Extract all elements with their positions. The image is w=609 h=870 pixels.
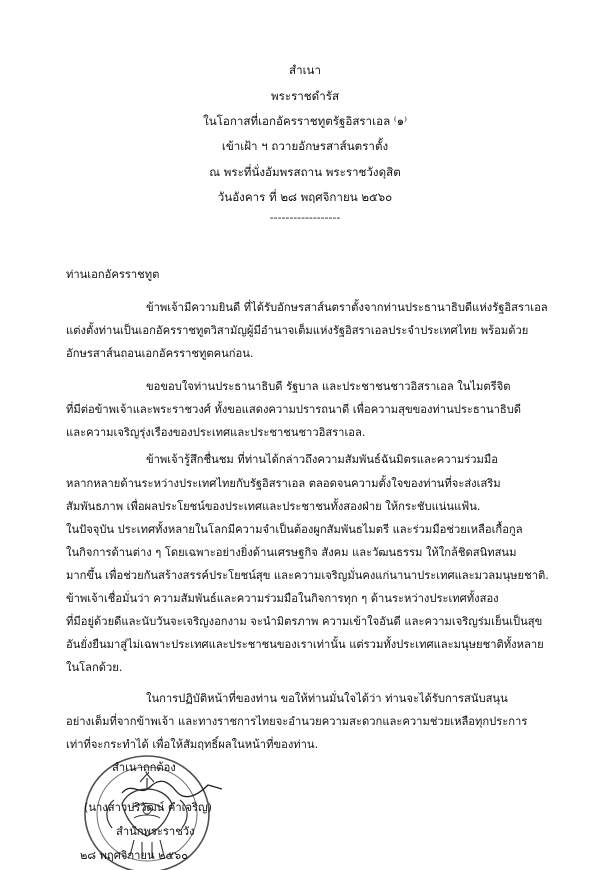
certification-date: ๒๘ พฤศจิกายน ๒๕๖๐ [80,849,188,862]
certified-copy-label: สำเนาถูกต้อง [112,761,176,774]
body-line: ข้าพเจ้าเชื่อมั่นว่า ความสัมพันธ์และความร่วมมือในกิจการทุก ๆ ด้านระหว่างประเทศทั้งสอง [66,592,499,605]
handwritten-signature [118,777,228,799]
body-line: เท่าที่จะกระทำได้ เพื่อให้สัมฤทธิ์ผลในหน้าที่ของท่าน. [66,738,319,751]
body-line: ข้าพเจ้ารู้สึกชื่นชม ที่ท่านได้กล่าวถึงความสัมพันธ์ฉันมิตรและความร่วมมือ [146,453,498,466]
venue-line: ณ พระที่นั่งอัมพรสถาน พระราชวังดุสิต [209,165,401,179]
body-line: หลากหลายด้านระหว่างประเทศไทยกับรัฐอิสราเอล ตลอดจนความตั้งใจของท่านที่จะส่งเสริม [66,477,501,490]
body-line: ข้าพเจ้ามีความยินดี ที่ได้รับอักษรสาส์นตราตั้งจากท่านประธานาธิบดีแห่งรัฐอิสราเอล [146,301,548,314]
audience-line: เข้าเฝ้า ฯ ถวายอักษรสาส์นตราตั้ง [221,139,389,153]
date-line: วันอังคาร ที่ ๒๘ พฤศจิกายน ๒๕๖๐ [217,190,393,204]
body-line: อย่างเต็มที่จากข้าพเจ้า และทางราชการไทยจะอำนวยความสะดวกและความช่วยเหลือทุกประการ [66,715,528,728]
body-line: ในกิจการด้านต่าง ๆ โดยเฉพาะอย่างยิ่งด้านเศรษฐกิจ สังคม และวัฒนธรรม ให้ใกล้ชิดสนิทสนม [66,546,517,559]
body-line: มากขึ้น เพื่อช่วยกันสร้างสรรค์ประโยชน์สุข และความเจริญมั่นคงแก่นานาประเทศและมวลมนุษยชาติ. [66,569,549,582]
body-line: ในโลกด้วย. [66,661,123,674]
occasion-line: ในโอกาสที่เอกอัครราชทูตรัฐอิสราเอล ⁽๑⁾ [203,114,407,128]
copy-label: สำเนา [289,63,321,77]
body-line: ในการปฏิบัติหน้าที่ของท่าน ขอให้ท่านมั่นใจได้ว่า ท่านจะได้รับการสนับสนุน [146,692,508,705]
document-title: พระราชดำรัส [270,89,340,103]
body-line: ที่มีอยู่ด้วยดีและนับวันจะเจริญงอกงาม จะนำมิตรภาพ ความเข้าใจอันดี และความเจริญร่มเย็นเป็นสุข [66,615,543,628]
body-line: และความเจริญรุ่งเรืองของประเทศและประชาชนชาวอิสราเอล. [66,426,366,439]
header-divider: ------------------ [269,210,341,224]
body-line: แต่งตั้งท่านเป็นเอกอัครราชทูตวิสามัญผู้มีอำนาจเต็มแห่งรัฐอิสราเอลประจำประเทศไทย พร้อมด้วย [66,324,529,337]
salutation: ท่านเอกอัครราชทูต [66,268,160,281]
body-line: อักษรสาส์นถอนเอกอัครราชทูตคนก่อน. [66,347,254,360]
body-line: อันยั่งยืนมาสู่ไม่เฉพาะประเทศและประชาชนของเราเท่านั้น แต่รวมทั้งประเทศและมนุษยชาติทั้งหลาย [66,638,544,651]
body-line: ที่มีต่อข้าพเจ้าและพระราชวงศ์ ทั้งขอแสดงความปรารถนาดี เพื่อความสุขของท่านประธานาธิบดี [66,403,522,416]
signatory-name: (นางสาวปริวัฒน์ คำเจริญ) [84,801,212,814]
body-line: ขอขอบใจท่านประธานาธิบดี รัฐบาล และประชาชนชาวอิสราเอล ในไมตรีจิต [146,380,511,393]
body-line: ในปัจจุบัน ประเทศทั้งหลายในโลกมีความจำเป็นต้องผูกสัมพันธไมตรี และร่วมมือช่วยเหลือเกื้อกูล [66,523,523,536]
body-line: สัมพันธภาพ เพื่อผลประโยชน์ของประเทศและประชาชนทั้งสองฝ่าย ให้กระชับแน่นแฟ้น. [66,500,481,513]
issuing-office: สำนักพระราชวัง [116,825,195,838]
